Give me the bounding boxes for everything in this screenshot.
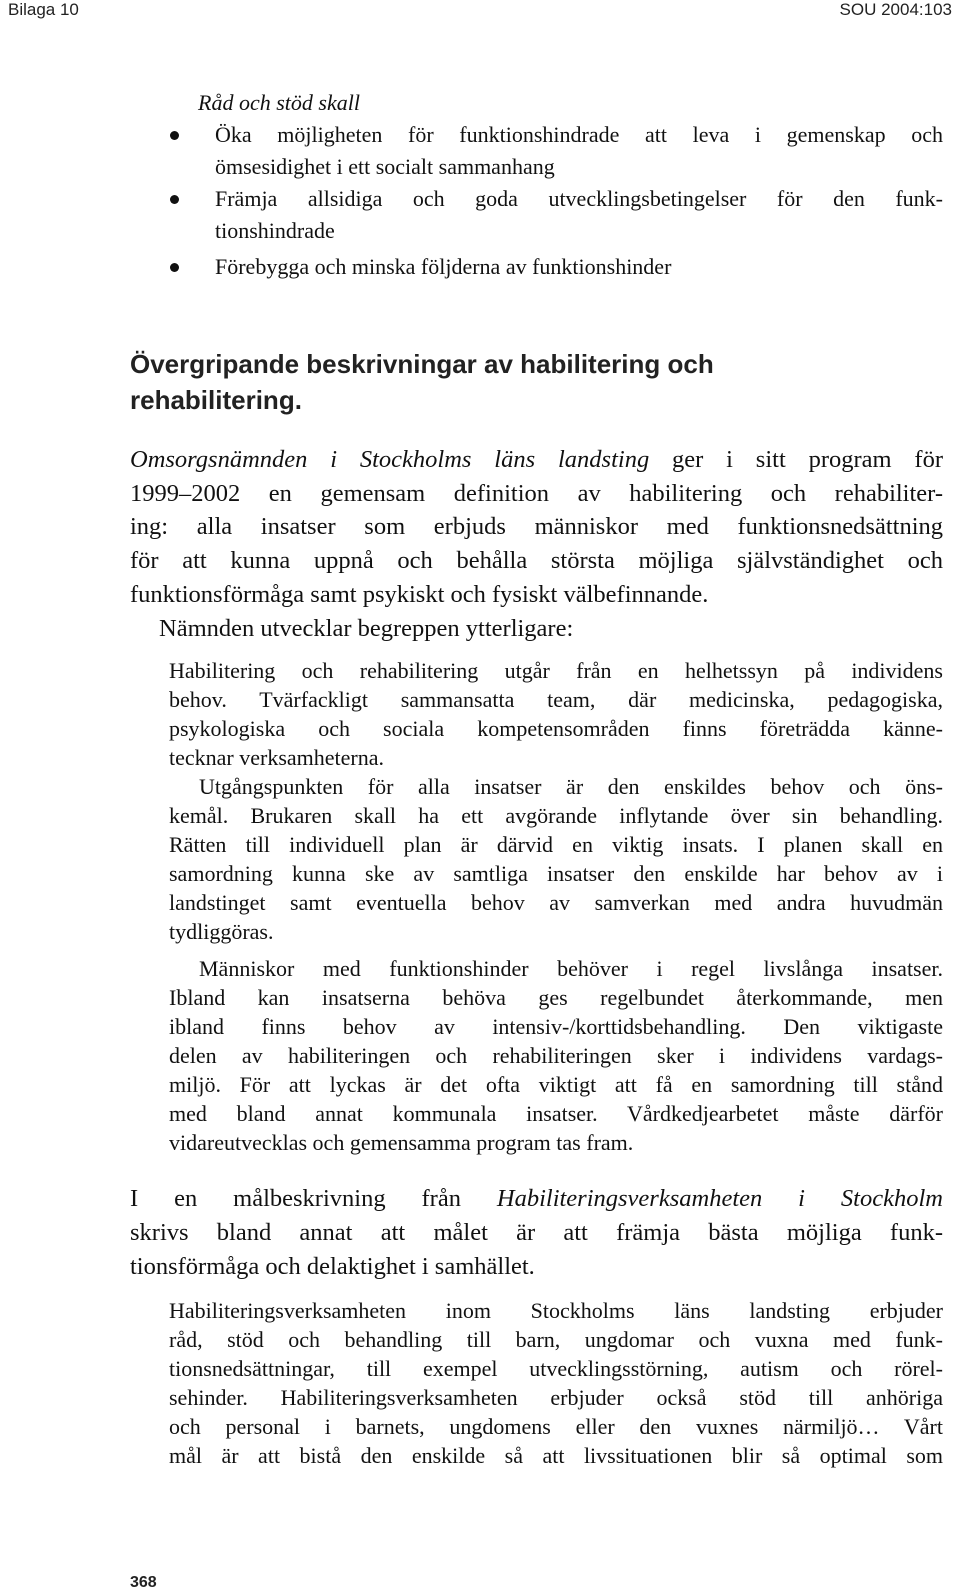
bullet-1-line-1: Öka möjligheten för funktionshindrade att leva i gemenskap och (215, 122, 943, 147)
para2-line-3: tionsförmåga och delaktighet i samhället. (130, 1253, 535, 1280)
quote1-line: med bland annat kommunala insatser. Vårdkedjearbetet måste därför (169, 1101, 943, 1126)
quote1-line: landstinget samt eventuella behov av samverkan med andra huvudmän (169, 890, 943, 915)
para2-line-2: skrivs bland annat att målet är att främja bästa möjliga funk- (130, 1219, 943, 1246)
quote1-line: Rätten till individuell plan är därvid en viktig insats. I planen skall en (169, 832, 943, 857)
quote1-line: miljö. För att lyckas är det ofta viktigt att få en samordning till stånd (169, 1072, 943, 1097)
section-heading-line-1: Övergripande beskrivningar av habilitering och (130, 349, 714, 379)
bullet-2-line-1: Främja allsidiga och goda utvecklingsbetingelser för den funk- (215, 186, 943, 211)
quote1-line: ibland finns behov av intensiv-/korttidsbehandling. Den viktigaste (169, 1014, 943, 1039)
quote2-line: och personal i barnets, ungdomens eller den vuxnes närmiljö… Vårt (169, 1414, 943, 1439)
para1-line-4: för att kunna uppnå och behålla största möjliga självständighet och (130, 547, 943, 574)
quote1-line: vidareutvecklas och gemensamma program tas fram. (169, 1130, 634, 1155)
section-heading-line-2: rehabilitering. (130, 385, 302, 415)
quote1-line: kemål. Brukaren skall ha ett avgörande inflytande över sin behandling. (169, 803, 943, 828)
quote1-line: samordning kunna ske av samtliga insatser den enskilde har behov av i (169, 861, 943, 886)
bullet-2-line-2: tionshindrade (215, 218, 335, 243)
para1-line-2: 1999–2002 en gemensam definition av habilitering och rehabiliter- (130, 480, 943, 507)
bullet-1-line-2: ömsesidighet i ett socialt sammanhang (215, 154, 555, 179)
page-number: 368 (130, 1574, 157, 1591)
quote2-line: sehinder. Habiliteringsverksamheten erbjuder också stöd till anhöriga (169, 1385, 943, 1410)
quote2-line: råd, stöd och behandling till barn, ungdomar och vuxna med funk- (169, 1327, 943, 1352)
quote1-line: delen av habiliteringen och rehabiliteringen sker i individens vardags- (169, 1043, 943, 1068)
quote1-line: tydliggöras. (169, 919, 274, 944)
bullet-3-line-1: Förebygga och minska följderna av funktionshinder (215, 254, 672, 279)
quote1-line: Människor med funktionshinder behöver i regel livslånga insatser. (199, 956, 943, 981)
bullet-icon (170, 131, 179, 140)
running-header-left: Bilaga 10 (8, 0, 79, 19)
quote1-line: psykologiska och sociala kompetensområden finns företrädda känne- (169, 716, 943, 741)
para2-line-1: I en målbeskrivning från Habiliteringsverksamheten i Stockholm (130, 1185, 943, 1212)
para1-line-5: funktionsförmåga samt psykiskt och fysiskt välbefinnande. (130, 581, 709, 608)
para1-line-1: Omsorgsnämnden i Stockholms läns landsting ger i sitt program för (130, 446, 943, 473)
running-header-right: SOU 2004:103 (839, 0, 952, 19)
quote1-line: behov. Tvärfackligt sammansatta team, där medicinska, pedagogiska, (169, 687, 943, 712)
quote2-line: Habiliteringsverksamheten inom Stockholms läns landsting erbjuder (169, 1298, 943, 1323)
quote1-line: Utgångspunkten för alla insatser är den enskildes behov och öns- (199, 774, 943, 799)
quote1-line: Habilitering och rehabilitering utgår från en helhetssyn på individens (169, 658, 943, 683)
bullet-icon (170, 195, 179, 204)
quote2-line: mål är att bistå den enskilde så att livssituationen blir så optimal som (169, 1443, 943, 1468)
para1-line-6: Nämnden utvecklar begreppen ytterligare: (159, 615, 574, 642)
bullet-icon (170, 263, 179, 272)
quote2-line: tionsnedsättningar, till exempel utvecklingsstörning, autism och rörel- (169, 1356, 943, 1381)
quote1-line: tecknar verksamheterna. (169, 745, 384, 770)
quote1-line: Ibland kan insatserna behöva ges regelbundet återkommande, men (169, 985, 943, 1010)
section-title: Råd och stöd skall (198, 90, 360, 115)
para1-line-3: ing: alla insatser som erbjuds människor med funktionsnedsättning (130, 513, 943, 540)
